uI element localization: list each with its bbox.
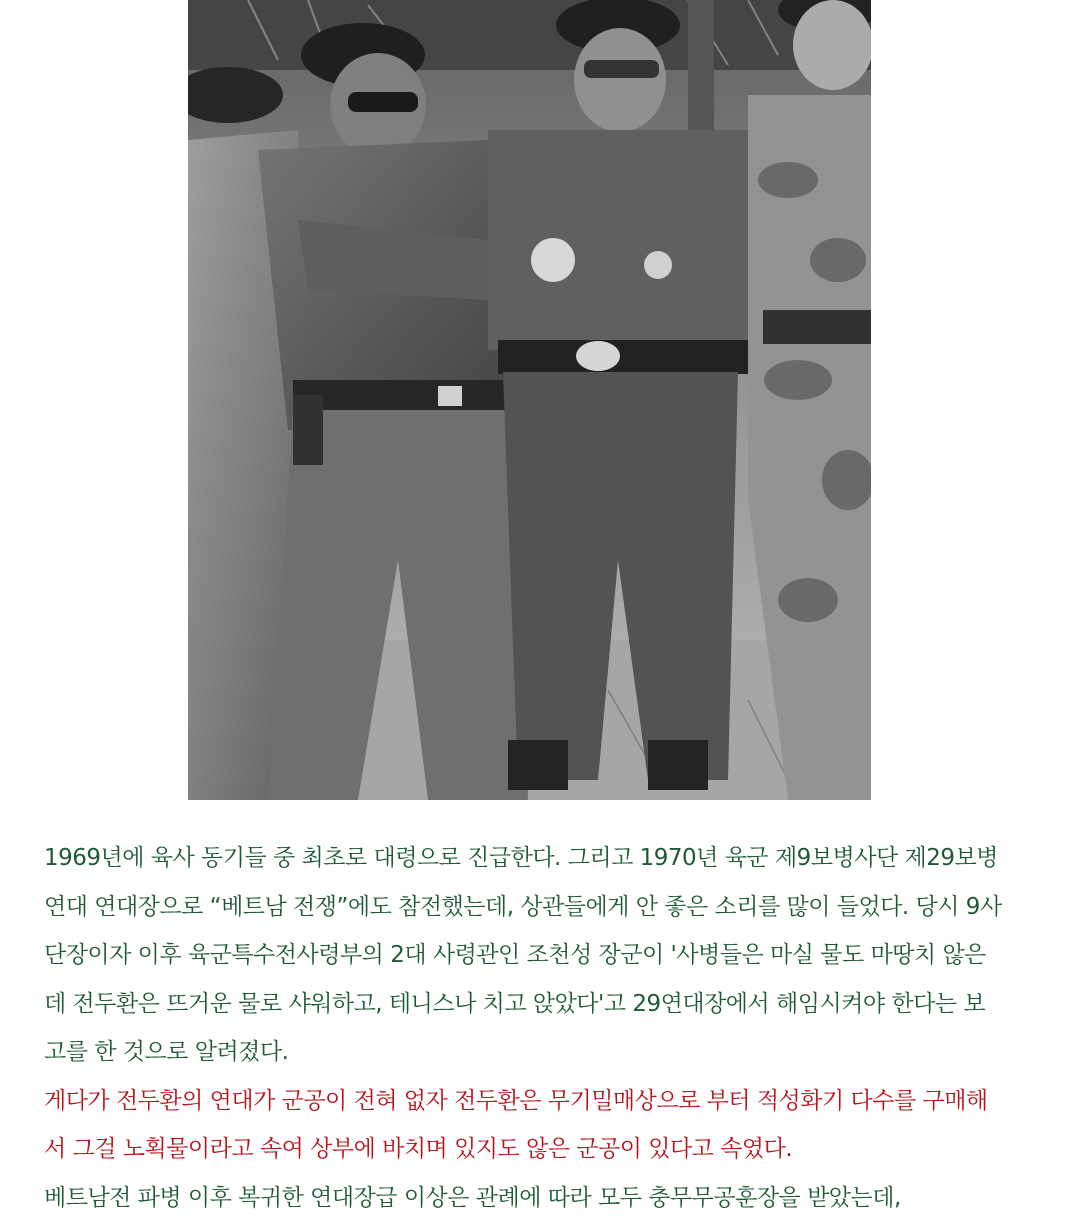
soldiers-photo (188, 0, 871, 800)
text-line: 데 전두환은 뜨거운 물로 샤워하고, 테니스나 치고 앉았다'고 29연대장에서 해임시켜야 한다는 보 (44, 990, 986, 1017)
text-line: 고를 한 것으로 알려졌다. (44, 1039, 289, 1065)
paragraph-1 (44, 834, 1044, 1077)
text-line: 연대 연대장으로 “베트남 전쟁”에도 참전했는데, 상관들에게 안 좋은 소리를 많이 들었다. 당시 9사 (44, 893, 1002, 920)
paragraph-2 (44, 1077, 1044, 1174)
text-line: 단장이자 이후 육군특수전사령부의 2대 사령관인 조천성 장군이 '사병들은 마실 물도 마땅치 않은 (44, 942, 986, 968)
text-line: 1969년에 육사 동기들 중 최초로 대령으로 진급한다. 그리고 1970년 육군 제9보병사단 제29보병 (44, 845, 998, 871)
paragraph-3 (44, 1174, 1044, 1216)
text-line: 게다가 전두환의 연대가 군공이 전혀 없자 전두환은 무기밀매상으로 부터 적성화기 다수를 구매해 (44, 1087, 988, 1114)
text-line: 서 그걸 노획물이라고 속여 상부에 바치며 있지도 않은 군공이 있다고 속였다. (44, 1136, 793, 1162)
article-body (44, 834, 1044, 1216)
text-line: 베트남전 파병 이후 복귀한 연대장급 이상은 관례에 따라 모두 충무무공훈장을 받았는데, (44, 1184, 901, 1211)
